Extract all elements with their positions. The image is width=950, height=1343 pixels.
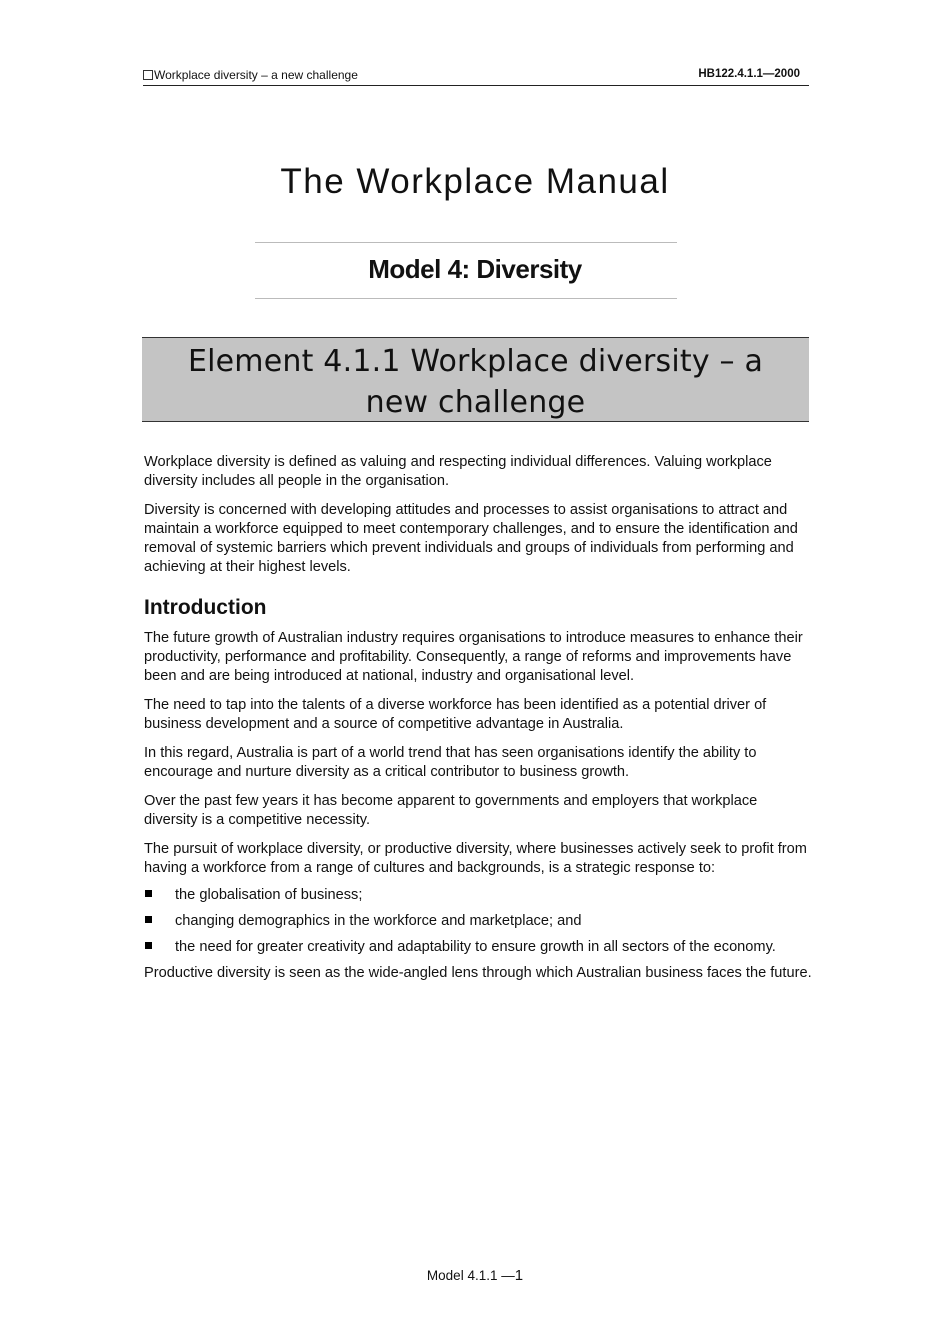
body-paragraph: In this regard, Australia is part of a world trend that has seen organisations identify the ability to encourage and nurture diversity as a critical contributor to business growth. bbox=[144, 745, 757, 780]
header-section-title: Workplace diversity – a new challenge bbox=[154, 68, 358, 82]
element-banner bbox=[142, 337, 809, 422]
list-item bbox=[144, 938, 812, 957]
list-item bbox=[144, 886, 812, 905]
body-paragraph: The need to tap into the talents of a diverse workforce has been identified as a potential driver of business development and a source of competitive advantage in Australia. bbox=[144, 697, 767, 732]
element-banner-line1: Element 4.1.1 Workplace diversity – a bbox=[187, 344, 764, 379]
divider-bottom bbox=[255, 298, 677, 299]
divider-top bbox=[255, 242, 677, 243]
list-item-text: changing demographics in the workforce and marketplace; and bbox=[175, 913, 582, 929]
model-heading: Model 4: Diversity bbox=[368, 254, 582, 284]
list-item bbox=[144, 912, 812, 931]
checkbox-glyph-icon bbox=[143, 70, 153, 80]
body-paragraph: Over the past few years it has become apparent to governments and employers that workplace diversity is a competitive necessity. bbox=[144, 793, 758, 828]
bullet-list bbox=[144, 886, 812, 957]
square-bullet-icon bbox=[145, 890, 152, 897]
square-bullet-icon bbox=[145, 942, 152, 949]
list-item-text: the need for greater creativity and adaptability to ensure growth in all sectors of the economy. bbox=[175, 939, 776, 955]
closing-paragraph: Productive diversity is seen as the wide-angled lens through which Australian business faces the future. bbox=[144, 965, 812, 981]
section-heading-introduction: Introduction bbox=[144, 596, 267, 619]
square-bullet-icon bbox=[145, 916, 152, 923]
page-header bbox=[143, 67, 809, 86]
intro-paragraph: Workplace diversity is defined as valuing and respecting individual differences. Valuing workplace diversity includes all people in the organisation. bbox=[144, 454, 772, 489]
list-item-text: the globalisation of business; bbox=[175, 887, 363, 903]
header-left bbox=[143, 68, 358, 82]
body-paragraph: The pursuit of workplace diversity, or productive diversity, where businesses actively seek to profit from having a workforce from a range of cultures and backgrounds, is a strategic response to: bbox=[144, 841, 807, 876]
page-number: 1 bbox=[514, 1267, 524, 1284]
body-paragraph: The future growth of Australian industry requires organisations to introduce measures to enhance their productivity, performance and profitability. Consequently, a range of reforms and improvements have been and are being introduced at national, industry and organisational level. bbox=[144, 630, 803, 684]
page-footer bbox=[0, 1267, 950, 1284]
element-banner-line2: new challenge bbox=[365, 385, 586, 420]
footer-label: Model 4.1.1 — bbox=[426, 1268, 515, 1283]
intro-paragraph: Diversity is concerned with developing attitudes and processes to assist organisations to attract and maintain a workforce equipped to meet contemporary challenges, and to ensure the identification and removal of systemic barriers which prevent individuals and groups of individuals from performing and achieving at their highest levels. bbox=[144, 502, 798, 575]
page-title: The Workplace Manual bbox=[280, 162, 670, 201]
header-document-code: HB122.4.1.1—2000 bbox=[698, 68, 800, 80]
main-content bbox=[144, 453, 812, 993]
